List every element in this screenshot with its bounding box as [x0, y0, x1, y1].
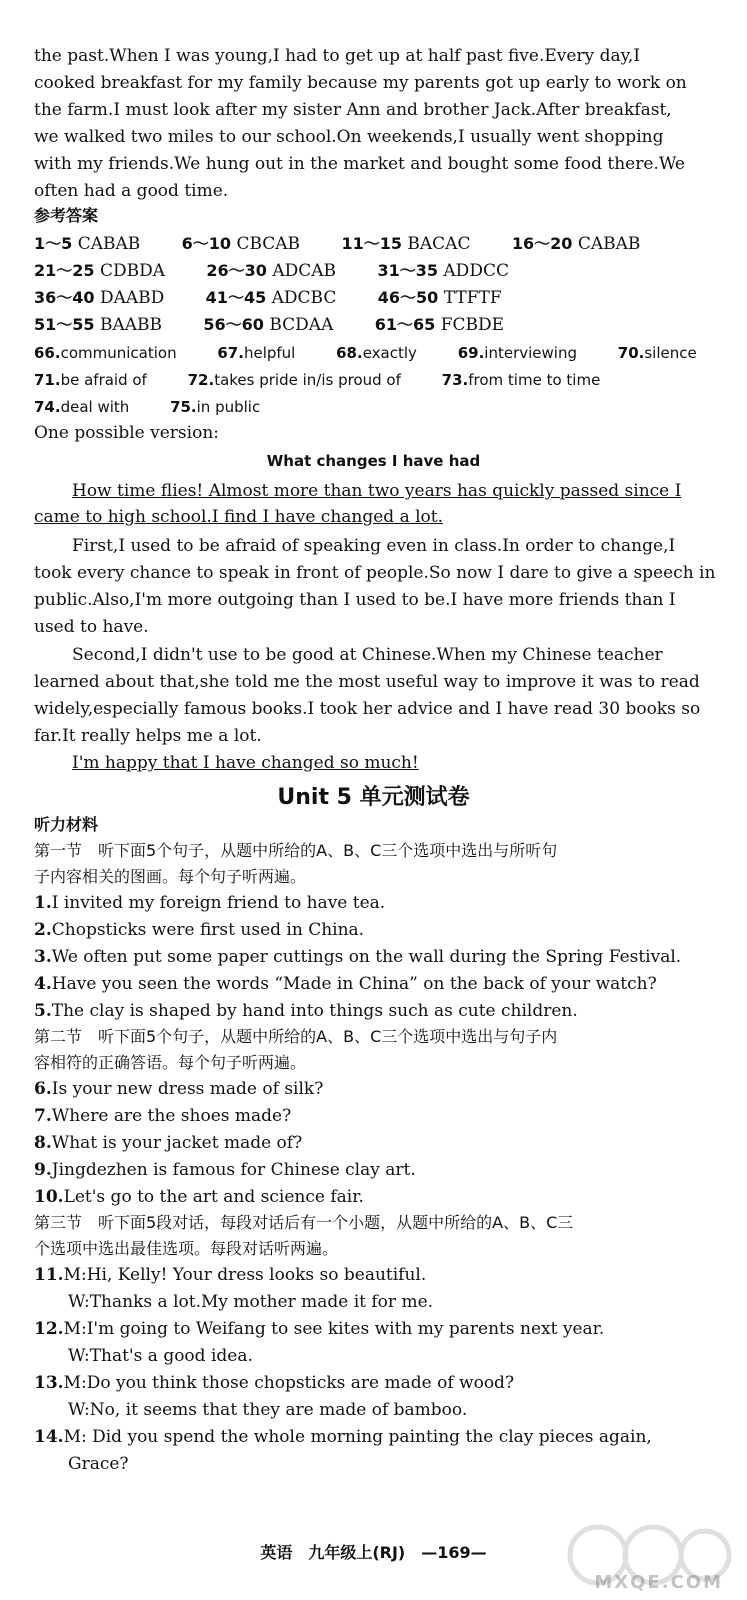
answer-group: 16～20 CABAB [511, 234, 641, 254]
answer-group: 51～55 BAABB [34, 315, 162, 335]
essay-title: What changes I have had [266, 452, 481, 470]
blank-answer: 67.helpful [217, 344, 296, 362]
section3-instruction: 个选项中选出最佳选项。每段对话听两遍。 [34, 1239, 339, 1258]
essay-line: far.It really helps me a lot. [34, 726, 262, 746]
blank-row [34, 395, 296, 419]
listening-item: 2.Chopsticks were first used in China. [34, 920, 365, 940]
listening-item: 6.Is your new dress made of silk? [34, 1079, 324, 1099]
page-footer: 英语 九年级上(RJ) —169— [260, 1543, 487, 1562]
listening-item: 3.We often put some paper cuttings on the wall during the Spring Festival. [34, 947, 682, 967]
answer-group: 11～15 BACAC [341, 234, 471, 254]
essay-line: Second,I didn't use to be good at Chinese.When my Chinese teacher [72, 645, 663, 665]
dialogue-line: W:Thanks a lot.My mother made it for me. [68, 1292, 434, 1312]
listening-item: 9.Jingdezhen is famous for Chinese clay art. [34, 1160, 416, 1180]
blank-answer: 75.in public [170, 398, 261, 416]
unit-title: Unit 5 单元测试卷 [277, 785, 470, 810]
dialogue-line: Grace? [68, 1454, 129, 1474]
dialogue-line: W:That's a good idea. [68, 1346, 253, 1366]
answer-row [34, 313, 540, 337]
answer-row [34, 286, 538, 310]
essay-line: How time flies! Almost more than two years has quickly passed since I [72, 481, 682, 501]
version-label: One possible version: [34, 423, 219, 443]
essay-line: took every chance to speak in front of people.So now I dare to give a speech in [34, 563, 716, 583]
blank-answer: 72.takes pride in/is proud of [187, 371, 401, 389]
essay-line: widely,especially famous books.I took her advice and I have read 30 books so [34, 699, 701, 719]
answer-group: 21～25 CDBDA [34, 261, 165, 281]
listening-item: 5.The clay is shaped by hand into things such as cute children. [34, 1001, 578, 1021]
intro-line: the past.When I was young,I had to get up at half past five.Every day,I [34, 46, 641, 66]
dialogue-line: 13.M:Do you think those chopsticks are made of wood? [34, 1373, 515, 1393]
listening-item: 8.What is your jacket made of? [34, 1133, 303, 1153]
essay-line: public.Also,I'm more outgoing than I used to be.I have more friends than I [34, 590, 676, 610]
essay-line: learned about that,she told me the most useful way to improve it was to read [34, 672, 700, 692]
intro-line: often had a good time. [34, 181, 229, 201]
blank-row [34, 368, 636, 392]
answer-group: 6～10 CBCAB [181, 234, 301, 254]
answer-group: 26～30 ADCAB [206, 261, 337, 281]
dialogue-line: 14.M: Did you spend the whole morning painting the clay pieces again, [34, 1427, 652, 1447]
listening-item: 10.Let's go to the art and science fair. [34, 1187, 364, 1207]
answer-group: 36～40 DAABD [34, 288, 165, 308]
listening-heading: 听力材料 [34, 815, 99, 834]
section3-instruction: 第三节 听下面5段对话，每段对话后有一个小题，从题中所给的A、B、C三 [34, 1213, 574, 1232]
dialogue-line: 12.M:I'm going to Weifang to see kites with my parents next year. [34, 1319, 605, 1339]
answer-group: 1～5 CABAB [34, 234, 141, 254]
watermark-text: MXQE.COM [594, 1572, 723, 1593]
essay-line: came to high school.I find I have changed a lot. [34, 507, 444, 527]
blank-answer: 74.deal with [34, 398, 130, 416]
answer-row [34, 259, 545, 283]
listening-item: 7.Where are the shoes made? [34, 1106, 292, 1126]
listening-item: 1.I invited my foreign friend to have tea. [34, 893, 386, 913]
blank-answer: 69.interviewing [457, 344, 577, 362]
blank-answer: 71.be afraid of [34, 371, 147, 389]
section1-instruction: 子内容相关的图画。每个句子听两遍。 [34, 867, 307, 886]
blank-answer: 66.communication [34, 344, 177, 362]
section1-instruction: 第一节 听下面5个句子，从题中所给的A、B、C三个选项中选出与所听句 [34, 841, 558, 860]
essay-line: I'm happy that I have changed so much! [72, 753, 419, 773]
intro-line: we walked two miles to our school.On weekends,I usually went shopping [34, 127, 664, 147]
intro-line: the farm.I must look after my sister Ann and brother Jack.After breakfast, [34, 100, 672, 120]
answers-heading: 参考答案 [34, 206, 99, 225]
answer-group: 46～50 TTFTF [377, 288, 502, 308]
essay-line: First,I used to be afraid of speaking even in class.In order to change,I [72, 536, 676, 556]
dialogue-line: 11.M:Hi, Kelly! Your dress looks so beautiful. [34, 1265, 427, 1285]
answer-group: 56～60 BCDAA [203, 315, 334, 335]
blank-answer: 73.from time to time [441, 371, 601, 389]
section2-instruction: 容相符的正确答语。每个句子听两遍。 [34, 1053, 307, 1072]
intro-line: with my friends.We hung out in the market and bought some food there.We [34, 154, 685, 174]
intro-line: cooked breakfast for my family because my parents got up early to work on [34, 73, 687, 93]
dialogue-line: W:No, it seems that they are made of bamboo. [68, 1400, 468, 1420]
essay-line: used to have. [34, 617, 149, 637]
blank-answer: 68.exactly [336, 344, 417, 362]
listening-item: 4.Have you seen the words “Made in China” on the back of your watch? [34, 974, 657, 994]
answer-group: 41～45 ADCBC [205, 288, 337, 308]
answer-group: 61～65 FCBDE [374, 315, 505, 335]
section2-instruction: 第二节 听下面5个句子，从题中所给的A、B、C三个选项中选出与句子内 [34, 1027, 558, 1046]
answer-group: 31～35 ADDCC [377, 261, 509, 281]
blank-row [34, 341, 733, 365]
blank-answer: 70.silence [617, 344, 697, 362]
answer-row [34, 232, 676, 256]
